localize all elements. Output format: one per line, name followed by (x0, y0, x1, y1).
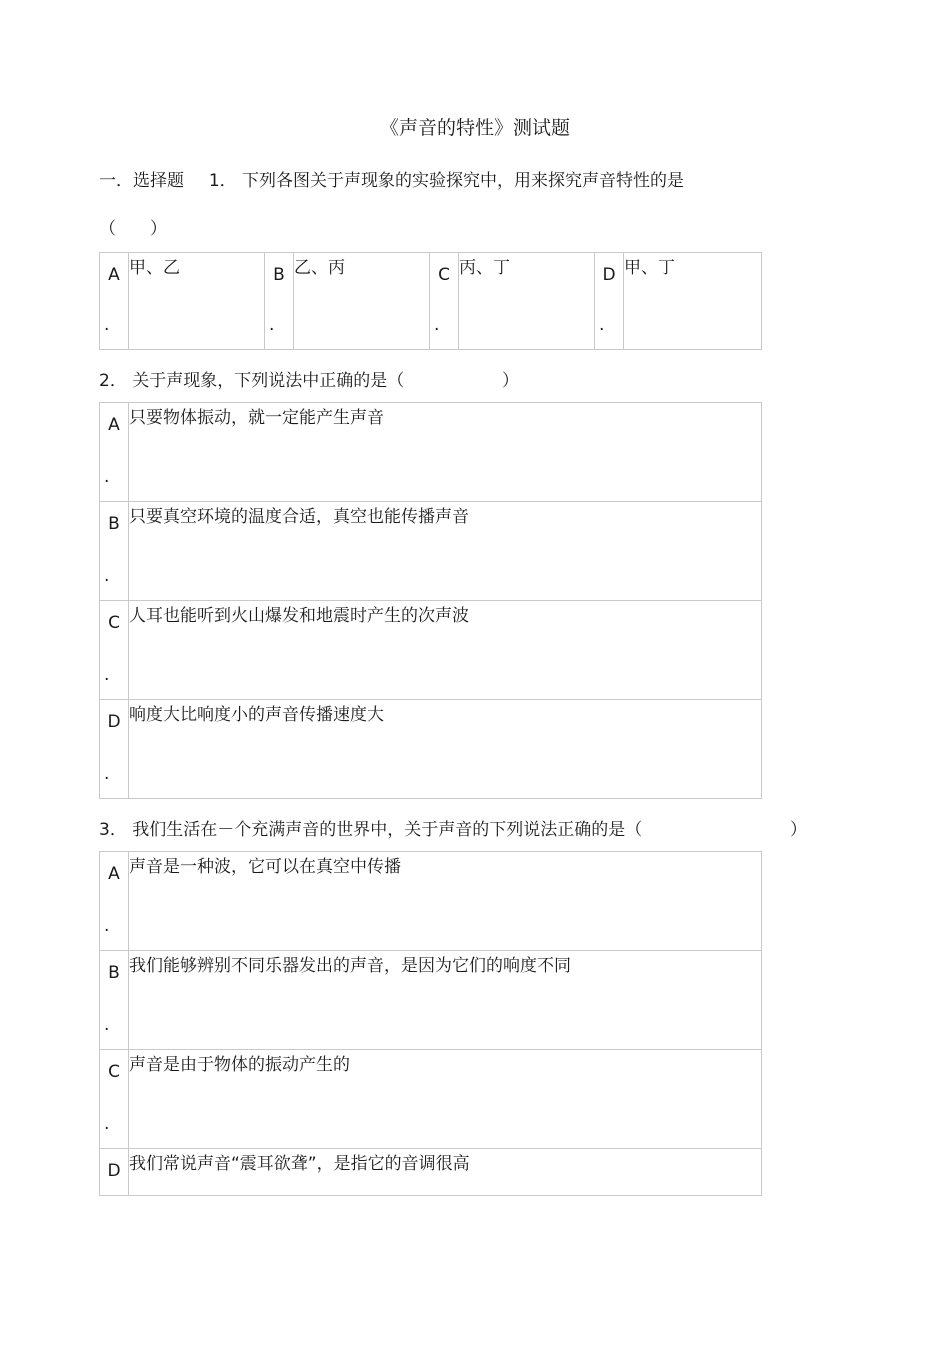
option-letter: A (108, 864, 120, 884)
option-b-text[interactable]: 只要真空环境的温度合适，真空也能传播声音 (129, 502, 762, 601)
option-dot: . (104, 315, 110, 335)
question-1-stem-line (99, 166, 684, 191)
option-row (100, 700, 762, 799)
question-3-number: 3． (99, 820, 127, 840)
option-b-text[interactable]: 我们能够辨别不同乐器发出的声音，是因为它们的响度不同 (129, 951, 762, 1050)
option-b-letter-cell[interactable] (100, 502, 129, 601)
option-c-text[interactable]: 人耳也能听到火山爆发和地震时产生的次声波 (129, 601, 762, 700)
option-a-letter-cell[interactable] (100, 253, 129, 350)
section-heading: 一．选择题 (99, 171, 184, 191)
option-row (100, 951, 762, 1050)
option-letter: D (107, 1161, 121, 1181)
option-row (100, 852, 762, 951)
option-row (100, 403, 762, 502)
option-d-text[interactable]: 我们常说声音“震耳欲聋”，是指它的音调很高 (129, 1149, 762, 1196)
option-c-letter-cell[interactable] (100, 1050, 129, 1149)
option-letter: C (108, 1062, 120, 1082)
option-dot: . (434, 315, 440, 335)
option-dot: . (269, 315, 275, 335)
option-c-letter-cell[interactable] (430, 253, 459, 350)
option-dot: . (104, 764, 110, 784)
question-1-answer-blank: （ ） (99, 219, 167, 239)
option-b-text[interactable]: 乙、丙 (294, 253, 430, 350)
option-b-letter-cell[interactable] (100, 951, 129, 1050)
option-row (100, 253, 762, 350)
question-3-paren-close: ） (790, 820, 807, 840)
question-1-number: 1． (208, 171, 237, 191)
option-b-letter-cell[interactable] (265, 253, 294, 350)
option-d-letter-cell[interactable] (100, 1149, 129, 1196)
question-2-number: 2． (99, 371, 127, 391)
option-d-letter-cell[interactable] (100, 700, 129, 799)
option-letter: B (108, 963, 120, 983)
option-row (100, 1149, 762, 1196)
option-d-text[interactable]: 甲、丁 (624, 253, 762, 350)
question-1-options (99, 252, 762, 350)
option-letter: A (108, 415, 120, 435)
option-d-letter-cell[interactable] (595, 253, 624, 350)
question-3-stem-line (99, 815, 642, 840)
option-dot: . (104, 1015, 110, 1035)
option-letter: D (602, 265, 616, 285)
option-letter: C (108, 613, 120, 633)
option-c-letter-cell[interactable] (100, 601, 129, 700)
option-row (100, 1050, 762, 1149)
option-dot: . (104, 467, 110, 487)
option-c-text[interactable]: 丙、丁 (459, 253, 595, 350)
option-letter: D (107, 712, 121, 732)
option-row (100, 601, 762, 700)
question-2-stem: 关于声现象，下列说法中正确的是（ (132, 371, 405, 391)
option-letter: A (108, 265, 120, 285)
question-2-options (99, 402, 762, 799)
option-a-text[interactable]: 声音是一种波，它可以在真空中传播 (129, 852, 762, 951)
option-a-text[interactable]: 甲、乙 (129, 253, 265, 350)
option-letter: B (273, 265, 285, 285)
option-dot: . (104, 665, 110, 685)
option-dot: . (104, 1114, 110, 1134)
question-2-stem-line (99, 366, 404, 391)
option-letter: C (438, 265, 450, 285)
question-2-paren-close: ） (502, 371, 519, 391)
option-c-text[interactable]: 声音是由于物体的振动产生的 (129, 1050, 762, 1149)
option-letter: B (108, 514, 120, 534)
page-title: 《声音的特性》测试题 (379, 117, 570, 139)
option-row (100, 502, 762, 601)
option-dot: . (104, 916, 110, 936)
question-3-stem: 我们生活在－个充满声音的世界中，关于声音的下列说法正确的是（ (132, 820, 643, 840)
option-dot: . (599, 315, 605, 335)
option-a-letter-cell[interactable] (100, 852, 129, 951)
option-a-text[interactable]: 只要物体振动，就一定能产生声音 (129, 403, 762, 502)
question-1-stem: 下列各图关于声现象的实验探究中，用来探究声音特性的是 (242, 171, 685, 191)
question-3-options (99, 851, 762, 1196)
option-dot: . (104, 566, 110, 586)
option-d-text[interactable]: 响度大比响度小的声音传播速度大 (129, 700, 762, 799)
option-a-letter-cell[interactable] (100, 403, 129, 502)
